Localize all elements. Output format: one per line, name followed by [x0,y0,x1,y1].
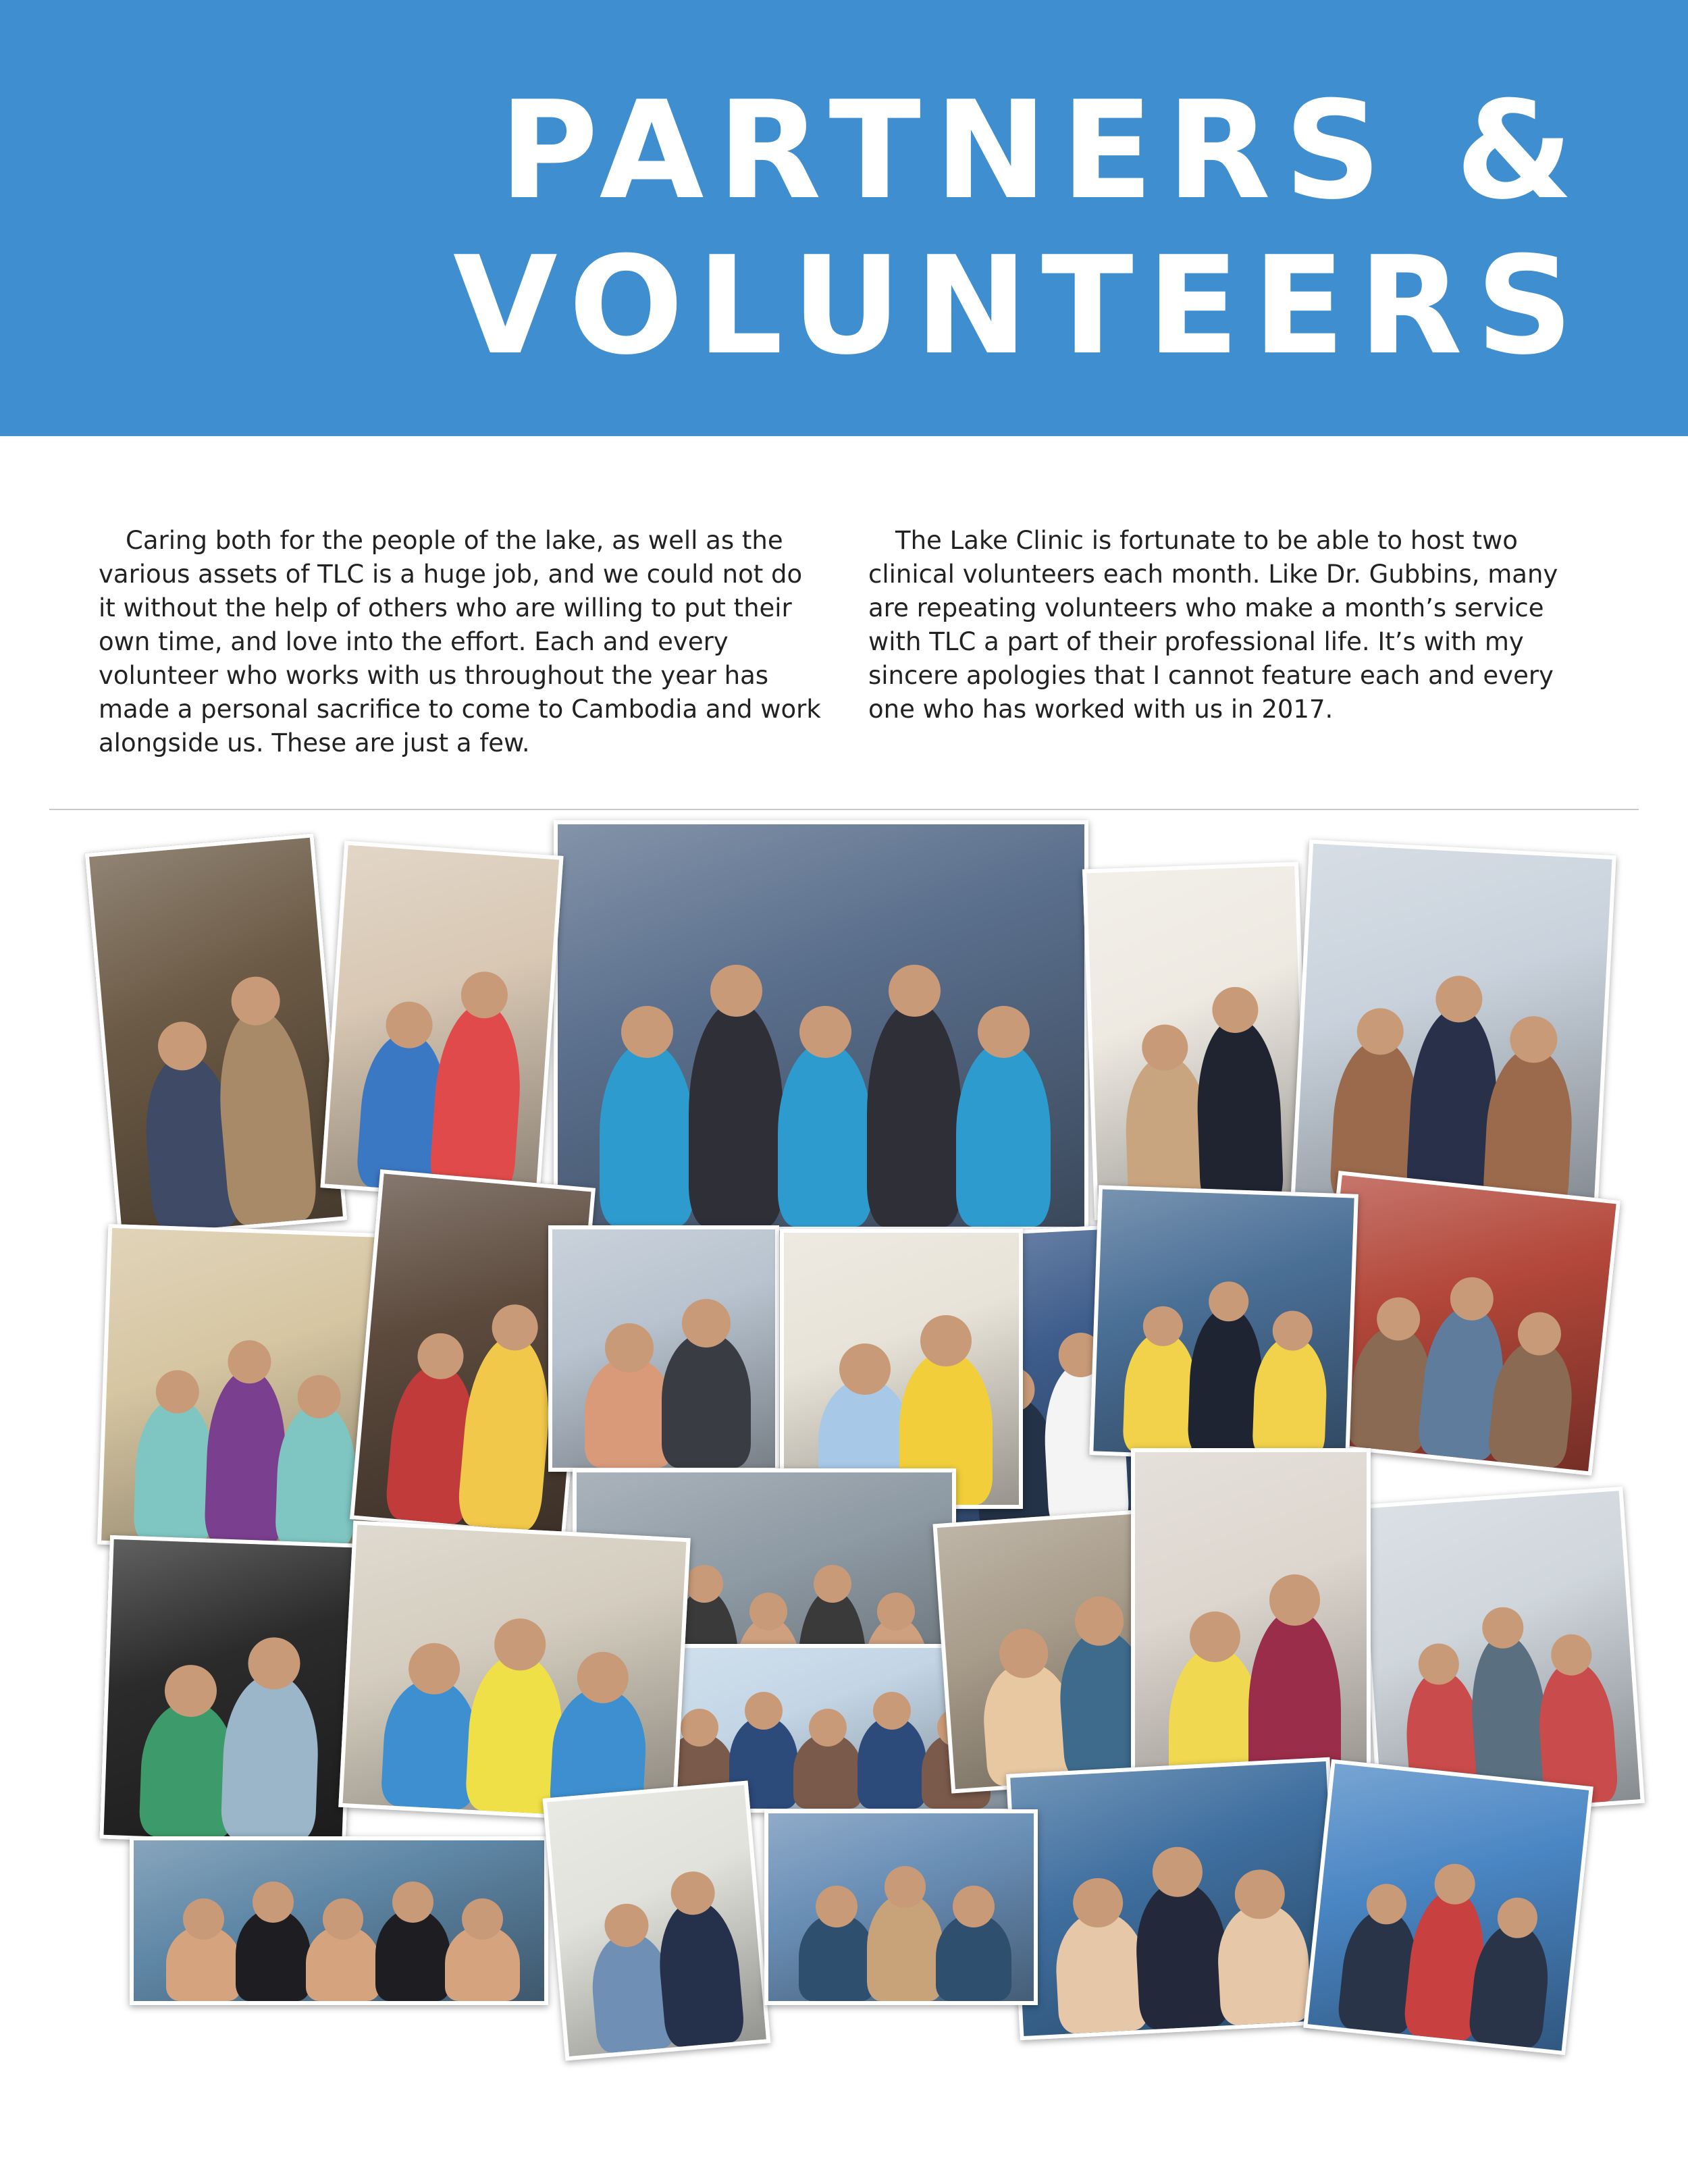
person-head [1269,1574,1320,1625]
person-head [415,1331,465,1381]
photo-team-with-tlc-sign [1303,1759,1593,2056]
photo-background [552,1229,775,1468]
person-head [809,1709,847,1747]
photo-clinic-interior-team [1356,1487,1645,1821]
person-figure [1133,1879,1231,2030]
person-figure [858,1716,926,1809]
photo-volunteer-with-toddler [320,841,563,1202]
person-head [814,1565,851,1603]
person-head [839,1343,891,1395]
person-figure [793,1733,862,1809]
person-head [229,974,282,1027]
person-head [681,1709,718,1747]
person-head [164,1664,218,1718]
person-figure [1187,1306,1265,1457]
person-figure [465,1652,566,1815]
person-figure [956,1042,1051,1227]
person-head [877,1593,915,1630]
person-head [669,1869,716,1917]
photo-background [558,824,1084,1227]
person-head [296,1374,341,1418]
photo-pharmacy-table [338,1520,691,1825]
person-figure [375,1909,450,2002]
page-title-line-1: PARTNERS & [499,72,1587,230]
person-head [1190,1612,1240,1662]
person-head [1516,1310,1564,1358]
person-head [323,1898,364,1940]
person-figure [899,1351,993,1505]
person-head [937,1709,975,1747]
person-head [493,1618,547,1672]
person-figure [662,1332,751,1468]
person-figure [356,1030,451,1192]
person-figure [549,1685,650,1819]
person-figure [1337,1907,1423,2035]
photo-background [354,1174,591,1534]
photo-mini-collage [764,1809,1038,2005]
photo-volunteer-with-child [350,1169,596,1538]
photo-volunteer-by-cooler [930,1223,1156,1545]
person-figure [1416,1302,1510,1461]
person-head [460,970,509,1019]
photo-background [1308,1763,1589,2050]
person-head [1151,1846,1203,1898]
person-figure [1402,1886,1491,2042]
person-head [749,1593,787,1630]
photo-background [343,1525,687,1821]
person-figure [384,1360,481,1525]
photo-doctor-examining-boy [1290,839,1616,1219]
person-figure [445,1925,520,2002]
photo-background [784,1233,1019,1505]
person-head [1212,986,1259,1034]
person-figure [221,1672,321,1842]
person-head [1365,1882,1408,1926]
photo-background [101,1228,388,1550]
person-head [1550,1633,1593,1676]
person-head [799,1006,851,1058]
person-figure [1252,1335,1328,1460]
person-head [745,1692,783,1730]
person-figure [600,1042,694,1227]
photo-two-women-holding-gift [97,1224,392,1554]
person-figure [1329,1038,1423,1206]
person-figure [665,1733,734,1809]
person-head [885,1866,926,1908]
photo-background [547,1785,766,2056]
photo-background [577,1472,952,1741]
person-head [1142,1306,1184,1347]
person-figure [1215,1901,1311,2025]
photo-background [1294,844,1612,1215]
person-figure [588,1929,677,2054]
person-head [1417,1643,1460,1686]
photo-patient-exam-outdoors [85,833,348,1240]
person-head [384,1000,433,1049]
photo-background [1135,1452,1367,1812]
person-figure [729,1716,798,1809]
person-figure [936,1913,1012,2002]
person-head [576,1651,630,1705]
person-figure [922,1733,991,1809]
person-head [816,1886,858,1927]
person-figure [867,1001,961,1227]
person-head [155,1369,200,1414]
person-figure [1055,1627,1155,1782]
person-head [1356,1007,1405,1056]
person-head [605,1323,654,1372]
photo-woman-sunglasses-boat [573,1468,956,1745]
person-figure [1487,1337,1578,1469]
person-figure [429,1001,526,1197]
photo-background [134,1840,544,2001]
photo-two-women-smiling [1082,862,1311,1221]
photo-background [1093,1190,1354,1460]
person-figure [380,1676,481,1810]
title-banner [0,0,1688,436]
person-figure [778,1042,872,1227]
person-figure [973,1395,1061,1539]
person-figure [1053,1910,1149,2034]
person-figure [1122,1331,1198,1455]
person-figure [1169,1647,1261,1812]
person-figure [1194,1017,1284,1213]
photo-group-on-clinic-boat [554,820,1088,1231]
person-figure [734,1617,802,1742]
person-figure [166,1925,241,2002]
person-head [490,1303,539,1352]
photo-background [1086,866,1307,1216]
person-head [247,1636,301,1690]
person-figure [585,1357,674,1468]
photo-boat-selfie [130,1836,548,2005]
person-figure [1467,1631,1552,1811]
photo-background [1361,1491,1640,1817]
person-head [997,1627,1050,1680]
intro-paragraph-right: The Lake Clinic is fortunate to be able to host two clinical volunteers each month. Like Dr. Gubbins, many are repeating volunteers who make a month’s service with TLC a part of their professional life. It’s with my sincere apologies that I cannot feature each and every one who has worked with us in 2017. [868,526,1558,724]
person-head [873,1692,911,1730]
person-figure [1248,1609,1341,1812]
person-head [1375,1295,1423,1343]
person-head [407,1642,461,1696]
person-figure [1535,1658,1618,1806]
person-head [603,1902,650,1949]
photo-patient-on-mat [1310,1171,1621,1476]
photo-background [635,1648,1012,1809]
intro-paragraph-left: Caring both for the people of the lake, as well as the various assets of TLC is a huge job, and we could not do it without the help of others who are willing to put their own time, and love into the effort. Each and every volunteer who works with us throughout the year has made a personal sacrifice to come to Cambodia and work alongside us. These are just a few. [99,526,821,757]
person-head [1208,1281,1249,1322]
person-figure [1482,1046,1576,1214]
person-head [953,1886,995,1927]
photo-staff-in-exam-room [543,1780,771,2060]
person-figure [867,1894,943,2002]
person-head [156,1019,209,1072]
person-figure [798,1589,866,1742]
photo-background [89,838,343,1235]
person-figure [456,1332,556,1532]
photo-team-on-deck [1006,1757,1344,2041]
person-figure [212,1006,319,1226]
person-figure [1124,1054,1212,1215]
photo-volunteer-consult [932,1508,1184,1793]
person-figure [275,1402,359,1549]
person-head [1057,1332,1104,1379]
person-head [989,1366,1036,1413]
person-figure [236,1909,311,2002]
photo-background [934,1228,1151,1541]
person-head [710,965,762,1017]
photo-doctor-at-desk [631,1644,1016,1813]
photo-background [1314,1175,1616,1471]
person-head [889,965,941,1017]
person-figure [133,1397,217,1545]
person-head [978,1006,1030,1058]
person-head [1234,1868,1286,1920]
person-head [1509,1015,1558,1064]
person-figure [980,1659,1078,1787]
person-head [622,1593,660,1630]
person-figure [1468,1920,1554,2048]
person-head [462,1898,503,1940]
page-title-line-2: VOLUNTEERS [452,228,1587,385]
photo-dental-exam [99,1535,356,1847]
person-head [1448,1275,1496,1323]
person-figure [606,1617,675,1742]
person-head [1481,1606,1525,1649]
person-figure [818,1379,912,1505]
person-figure [139,1051,242,1233]
person-figure [799,1913,875,2002]
photo-background [1010,1761,1339,2036]
person-figure [654,1897,745,2048]
person-head [1073,1595,1126,1647]
person-head [183,1898,224,1940]
person-figure [689,1001,783,1227]
photo-background [937,1512,1180,1789]
photo-background [325,845,559,1199]
person-head [682,1299,731,1348]
person-figure [1041,1360,1130,1535]
person-head [227,1339,271,1384]
person-head [253,1882,294,1923]
person-figure [306,1925,381,2002]
photo-background [103,1539,352,1843]
person-figure [1346,1322,1437,1454]
person-figure [1406,1005,1502,1210]
photo-man-holding-baby [548,1225,779,1472]
person-head [1141,1024,1188,1071]
person-head [1434,975,1483,1024]
photo-nurse-writing [780,1229,1023,1509]
photo-doctor-holding-infant [1131,1448,1371,1816]
person-head [920,1315,972,1366]
person-figure [670,1589,739,1742]
person-head [685,1565,723,1603]
person-head [1072,1877,1124,1929]
person-head [1433,1862,1477,1906]
photo-staff-group-indoors [1089,1185,1359,1464]
person-head [621,1006,673,1058]
person-figure [204,1368,289,1547]
person-head [392,1882,433,1923]
person-figure [138,1699,238,1839]
person-figure [1402,1668,1485,1815]
section-divider [49,809,1639,810]
person-head [1272,1310,1313,1352]
photo-background [768,1813,1034,2001]
person-head [1496,1896,1539,1940]
person-figure [862,1617,930,1742]
